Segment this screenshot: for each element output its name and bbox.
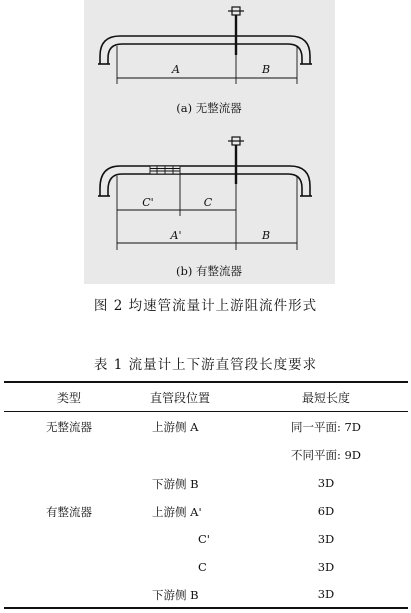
label-a: A bbox=[172, 63, 180, 76]
pipe-diagram bbox=[84, 0, 335, 284]
table-top-rule bbox=[4, 381, 408, 383]
header-position: 直管段位置 bbox=[150, 391, 211, 405]
cell-position: C' bbox=[198, 532, 210, 546]
caption-b: (b) 有整流器 bbox=[176, 264, 242, 278]
pipe-a bbox=[98, 36, 312, 64]
label-b: B bbox=[261, 63, 271, 76]
probe-b bbox=[228, 137, 244, 184]
cell-position: C bbox=[198, 560, 207, 574]
flow-straightener bbox=[150, 166, 180, 174]
cell-length: 6D bbox=[317, 504, 335, 518]
figure-panel bbox=[84, 0, 335, 284]
cell-length: 3D bbox=[317, 476, 335, 490]
table-title: 表 1 流量计上下游直管段长度要求 bbox=[93, 357, 318, 373]
table-header-rule bbox=[4, 411, 408, 412]
cell-length: 3D bbox=[317, 560, 335, 574]
cell-position: 下游侧 B bbox=[152, 588, 199, 602]
cell-length: 3D bbox=[317, 532, 335, 546]
caption-a: (a) 无整流器 bbox=[176, 101, 242, 115]
probe-a bbox=[228, 7, 244, 55]
label-a-prime: A' bbox=[170, 229, 182, 242]
label-c: C bbox=[203, 196, 213, 209]
cell-type: 有整流器 bbox=[46, 505, 92, 519]
table-bottom-rule bbox=[4, 607, 408, 609]
cell-length: 不同平面: 9D bbox=[290, 448, 362, 462]
header-length: 最短长度 bbox=[301, 391, 350, 405]
cell-position: 上游侧 A bbox=[152, 420, 199, 434]
cell-position: 上游侧 A' bbox=[152, 505, 202, 519]
cell-length: 同一平面: 7D bbox=[290, 420, 362, 434]
cell-length: 3D bbox=[317, 587, 335, 601]
header-type: 类型 bbox=[56, 391, 81, 405]
cell-type: 无整流器 bbox=[46, 420, 92, 434]
label-b2: B bbox=[261, 229, 271, 242]
cell-position: 下游侧 B bbox=[152, 477, 199, 491]
label-c-prime: C' bbox=[142, 196, 154, 209]
figure-caption: 图 2 均速管流量计上游阻流件形式 bbox=[93, 298, 318, 314]
pipe-b bbox=[98, 166, 312, 196]
